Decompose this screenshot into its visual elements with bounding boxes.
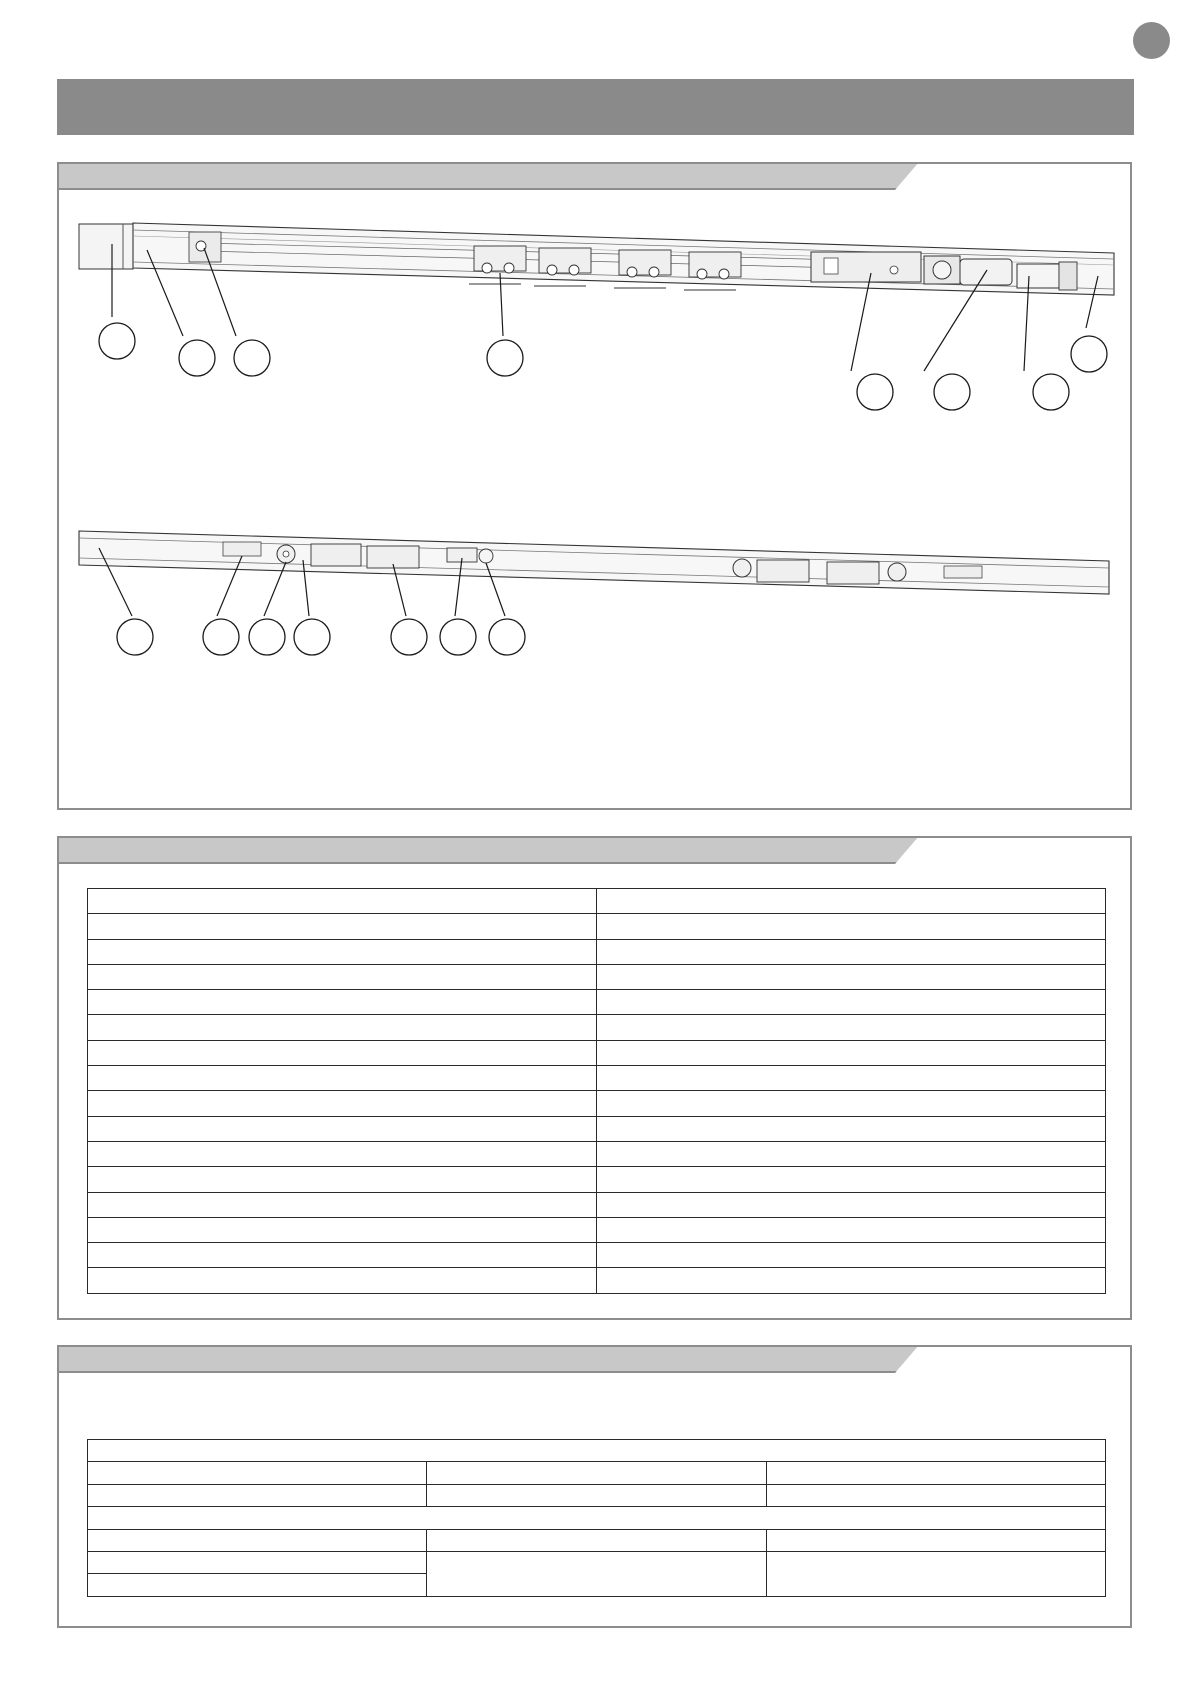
- callout-circle: [1071, 336, 1107, 372]
- table-row: [88, 1484, 1106, 1506]
- table-cell: [597, 914, 1106, 939]
- table-cell: [597, 964, 1106, 989]
- table-row: [88, 964, 1106, 989]
- table-cell: [88, 1243, 597, 1268]
- table-row: [88, 1440, 1106, 1462]
- table-cell: [597, 1217, 1106, 1242]
- callout-circle: [179, 340, 215, 376]
- table-cell: [597, 1116, 1106, 1141]
- table-cell: [88, 1066, 597, 1091]
- callout-circle: [440, 619, 476, 655]
- upper-rail-view: [79, 223, 1114, 295]
- lower-rail-view: [79, 531, 1109, 594]
- table-cell: [597, 1066, 1106, 1091]
- callout-circle: [1033, 374, 1069, 410]
- table-cell: [597, 1192, 1106, 1217]
- table-cell: [88, 1040, 597, 1065]
- table-row: [88, 1091, 1106, 1116]
- callout-circle: [857, 374, 893, 410]
- table-cell: [597, 1015, 1106, 1040]
- table-cell: [597, 1091, 1106, 1116]
- table-cell: [88, 964, 597, 989]
- table-cell: [88, 1015, 597, 1040]
- table-cell: [597, 889, 1106, 914]
- callout-circle: [99, 323, 135, 359]
- parts-table: [87, 888, 1106, 1294]
- table-cell: [88, 889, 597, 914]
- table-cell: [88, 1091, 597, 1116]
- table-cell: [597, 1268, 1106, 1293]
- table-row: [88, 1243, 1106, 1268]
- table-cell: [766, 1551, 1105, 1596]
- table-row: [88, 1066, 1106, 1091]
- table-cell: [88, 990, 597, 1015]
- callout-circle: [934, 374, 970, 410]
- table-row: [88, 1529, 1106, 1551]
- table-row: [88, 1167, 1106, 1192]
- table-row: [88, 1015, 1106, 1040]
- table-cell: [88, 939, 597, 964]
- callout-circle: [487, 340, 523, 376]
- table-row: [88, 1551, 1106, 1573]
- parts-list-panel: [57, 836, 1132, 1320]
- table-cell: [88, 1529, 427, 1551]
- table-row: [88, 1462, 1106, 1484]
- table-cell: [88, 1440, 1106, 1462]
- table-row: [88, 1141, 1106, 1166]
- table-cell: [597, 1243, 1106, 1268]
- table-cell: [88, 1507, 1106, 1529]
- table-cell: [766, 1484, 1105, 1506]
- table-cell: [88, 1217, 597, 1242]
- technical-specs-panel-tab: [57, 1345, 919, 1373]
- table-cell: [88, 1551, 427, 1573]
- table-row: [88, 990, 1106, 1015]
- callout-circle: [489, 619, 525, 655]
- table-cell: [88, 1462, 427, 1484]
- table-cell: [88, 1484, 427, 1506]
- page-title-bar: [57, 79, 1134, 135]
- table-cell: [88, 1574, 427, 1596]
- table-cell: [88, 1192, 597, 1217]
- callout-circle: [234, 340, 270, 376]
- table-row: [88, 1217, 1106, 1242]
- table-cell: [597, 1141, 1106, 1166]
- table-cell: [766, 1462, 1105, 1484]
- table-row: [88, 1507, 1106, 1529]
- table-cell: [597, 1040, 1106, 1065]
- callout-circle: [391, 619, 427, 655]
- table-cell: [766, 1529, 1105, 1551]
- parts-list-panel-tab: [57, 836, 919, 864]
- table-cell: [88, 914, 597, 939]
- table-row: [88, 889, 1106, 914]
- table-cell: [427, 1551, 766, 1596]
- table-cell: [597, 939, 1106, 964]
- components-panel: [57, 162, 1132, 810]
- callout-circle: [117, 619, 153, 655]
- table-cell: [427, 1529, 766, 1551]
- callout-circle: [294, 619, 330, 655]
- table-row: [88, 1040, 1106, 1065]
- table-row: [88, 939, 1106, 964]
- table-cell: [88, 1141, 597, 1166]
- table-cell: [88, 1167, 597, 1192]
- callout-circle: [249, 619, 285, 655]
- operator-assembly-drawing: [59, 164, 1130, 808]
- page-number-badge: [1133, 22, 1170, 59]
- table-cell: [597, 990, 1106, 1015]
- table-row: [88, 1116, 1106, 1141]
- table-cell: [88, 1268, 597, 1293]
- table-row: [88, 1192, 1106, 1217]
- table-row: [88, 914, 1106, 939]
- technical-specs-panel: [57, 1345, 1132, 1628]
- table-row: [88, 1268, 1106, 1293]
- table-cell: [88, 1116, 597, 1141]
- table-cell: [427, 1484, 766, 1506]
- table-cell: [427, 1462, 766, 1484]
- callout-circle: [203, 619, 239, 655]
- table-cell: [597, 1167, 1106, 1192]
- spec-table: [87, 1439, 1106, 1597]
